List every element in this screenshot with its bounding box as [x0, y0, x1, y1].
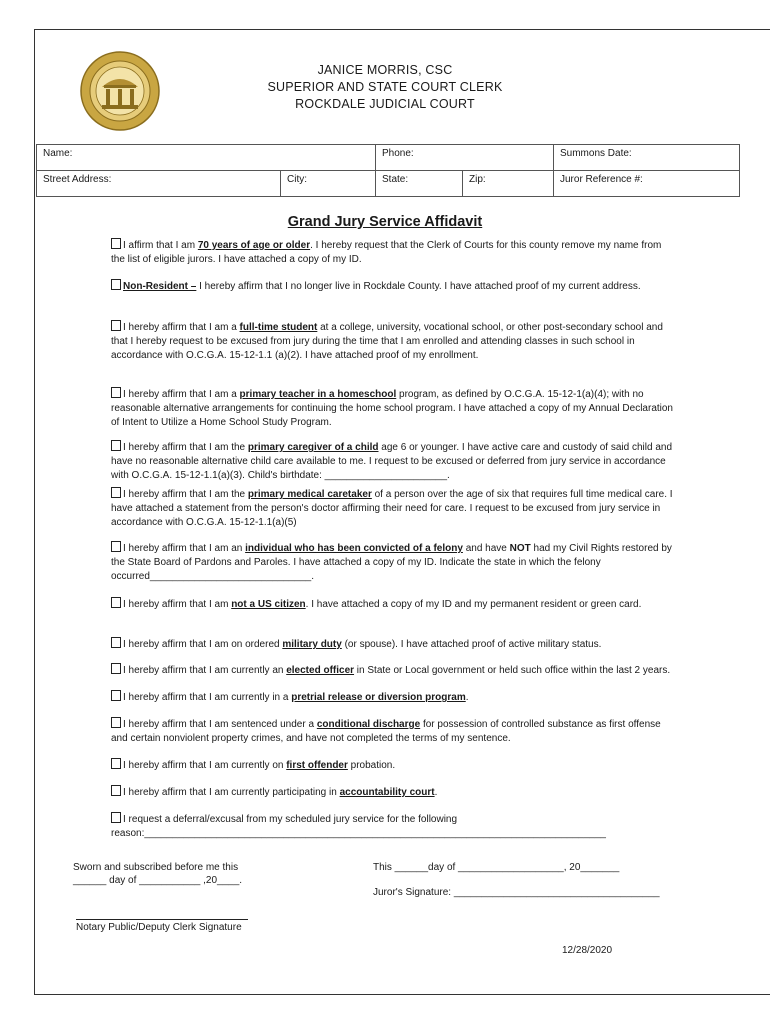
zip-field[interactable]	[463, 171, 554, 197]
affidavit-option-conditional-discharge	[111, 717, 678, 746]
option-keyword: primary medical caretaker	[247, 489, 372, 500]
notary-signature-label: Notary Public/Deputy Clerk Signature	[76, 922, 242, 933]
option-keyword: not a US citizen	[231, 599, 306, 610]
juror-reference-field[interactable]	[554, 171, 740, 197]
affidavit-option-elected-officer	[111, 663, 678, 678]
clerk-name: JANICE MORRIS, CSC	[317, 63, 453, 77]
court-name: ROCKDALE JUDICIAL COURT	[295, 97, 475, 111]
option-text: . I have attached a copy of my ID and my permanent resident or green card.	[305, 599, 642, 610]
non-resident-checkbox[interactable]	[111, 279, 121, 290]
juror-info-table	[36, 144, 740, 197]
conditional-discharge-checkbox[interactable]	[111, 717, 121, 728]
option-text: I hereby affirm that I am a	[123, 322, 240, 333]
option-text: I hereby affirm that I am the	[123, 442, 248, 453]
option-emphasis: NOT	[509, 543, 531, 554]
option-text: I hereby affirm that I am the	[123, 489, 248, 500]
name-field[interactable]	[37, 145, 376, 171]
option-text: I hereby affirm that I am on ordered	[123, 639, 283, 650]
option-text: and have	[462, 543, 510, 554]
option-text: .	[434, 787, 438, 798]
option-text: had my Civil Rights restored by the State Board of Pardons and Paroles. I have attached a copy of my ID. Indicate the state in which the felony occurred_____________________________.	[111, 543, 672, 582]
option-text: I hereby affirm that I am	[123, 599, 232, 610]
affidavit-option-non-citizen	[111, 597, 678, 612]
option-keyword: individual who has been convicted of a felony	[245, 543, 463, 554]
street-address-field[interactable]	[37, 171, 281, 197]
clerk-title: SUPERIOR AND STATE COURT CLERK	[267, 80, 503, 94]
student-checkbox[interactable]	[111, 320, 121, 331]
option-keyword: primary caregiver of a child	[247, 442, 379, 453]
pretrial-checkbox[interactable]	[111, 690, 121, 701]
street-address-label: Street Address:	[43, 174, 112, 185]
option-keyword: elected officer	[286, 665, 355, 676]
option-text: for possession of controlled substance as first offense and certain nonviolent property crimes, and have not completed the terms of my sentence.	[111, 719, 661, 744]
option-keyword: military duty	[282, 639, 342, 650]
option-keyword: 70 years of age or older	[197, 240, 311, 251]
juror-date-line[interactable]: This ______day of ___________________, 20_______	[373, 862, 620, 873]
option-text: I hereby affirm that I am a	[123, 389, 240, 400]
sworn-statement: Sworn and subscribed before me this	[73, 862, 239, 873]
age-checkbox[interactable]	[111, 238, 121, 249]
felony-checkbox[interactable]	[111, 541, 121, 552]
option-text: I hereby affirm that I am an	[123, 543, 246, 554]
affidavit-option-pretrial	[111, 690, 678, 705]
summons-date-label: Summons Date:	[560, 148, 632, 159]
state-label: State:	[382, 174, 409, 185]
option-text: I hereby affirm that I am currently an	[123, 665, 287, 676]
option-text: I hereby affirm that I am currently participating in	[123, 787, 340, 798]
option-text: .	[465, 692, 469, 703]
phone-label: Phone:	[382, 148, 414, 159]
affidavit-option-military	[111, 637, 678, 652]
zip-label: Zip:	[469, 174, 486, 185]
form-revision-date: 12/28/2020	[562, 945, 613, 956]
affidavit-option-homeschool	[111, 387, 678, 430]
first-offender-checkbox[interactable]	[111, 758, 121, 769]
option-text: I hereby affirm that I am currently in a	[123, 692, 292, 703]
military-checkbox[interactable]	[111, 637, 121, 648]
option-text: I hereby affirm that I no longer live in Rockdale County. I have attached proof of my current address.	[196, 281, 641, 292]
affidavit-option-accountability-court	[111, 785, 678, 800]
form-title: Grand Jury Service Affidavit	[287, 214, 483, 230]
affidavit-option-caregiver	[111, 440, 678, 483]
option-text: (or spouse). I have attached proof of active military status.	[341, 639, 602, 650]
option-text: at a college, university, vocational school, or other post-secondary school and that I hereby request to be excused from jury during the time that I am enrolled and attending classes in such school in accordance with O.C.G.A. 15-12-1.1 (a)(2). I have attached proof of my enrollment.	[111, 322, 663, 361]
affidavit-option-student	[111, 320, 678, 363]
option-text: program, as defined by O.C.G.A. 15-12-1(a)(4); with no reasonable alternative arrangements for continuing the home school program. I have attached a copy of my Annual Declaration of Intent to Utilize a Home School Study Program.	[111, 389, 673, 428]
name-label: Name:	[43, 148, 73, 159]
city-field[interactable]	[281, 171, 376, 197]
state-field[interactable]	[376, 171, 463, 197]
option-keyword: conditional discharge	[316, 719, 421, 730]
option-text: I request a deferral/excusal from my scheduled jury service for the following reason:___________________________________________________________________________________	[111, 814, 606, 839]
sworn-date-line[interactable]: ______ day of ___________ ,20____.	[73, 875, 243, 886]
option-text: of a person over the age of six that requires full time medical care. I have attached a statement from the person's doctor affirming their need for care. I request to be excused from jury service in accordance with O.C.G.A. 15-12-1.1(a)(5)	[111, 489, 673, 528]
affidavit-option-age	[111, 238, 678, 267]
notary-signature-line[interactable]	[76, 919, 248, 920]
affidavit-option-first-offender	[111, 758, 678, 773]
option-text: . I hereby request that the Clerk of Courts for this county remove my name from the list of eligible jurors. I have attached a copy of my ID.	[111, 240, 662, 265]
summons-date-field[interactable]	[554, 145, 740, 171]
option-keyword: first offender	[286, 760, 348, 771]
option-keyword: primary teacher in a homeschool	[239, 389, 397, 400]
non-citizen-checkbox[interactable]	[111, 597, 121, 608]
option-keyword: accountability court	[339, 787, 435, 798]
option-text: I hereby affirm that I am sentenced under a	[123, 719, 317, 730]
option-keyword: full-time student	[239, 322, 318, 333]
option-text: probation.	[347, 760, 396, 771]
option-text: I affirm that I am	[123, 240, 198, 251]
deferral-checkbox[interactable]	[111, 812, 121, 823]
elected-officer-checkbox[interactable]	[111, 663, 121, 674]
phone-field[interactable]	[376, 145, 554, 171]
option-keyword: pretrial release or diversion program	[291, 692, 466, 703]
affidavit-option-medical-caretaker	[111, 487, 678, 530]
option-text: in State or Local government or held such office within the last 2 years.	[354, 665, 671, 676]
option-text: I hereby affirm that I am currently on	[123, 760, 287, 771]
option-keyword: Non-Resident –	[123, 281, 197, 292]
option-text: age 6 or younger. I have active care and custody of said child and have no reasonable alternative child care available to me. I request to be excused or deferred from jury service in accordance with O.C.G.A. 15-12-1.1(a)(3). Child's birthdate: ______________________.	[111, 442, 673, 481]
city-label: City:	[287, 174, 307, 185]
juror-reference-label: Juror Reference #:	[560, 174, 643, 185]
caregiver-checkbox[interactable]	[111, 440, 121, 451]
affidavit-option-non-resident	[111, 279, 678, 294]
juror-signature-line[interactable]: Juror's Signature: _____________________________________	[373, 887, 660, 898]
affidavit-option-deferral	[111, 812, 631, 841]
medical-caretaker-checkbox[interactable]	[111, 487, 121, 498]
accountability-court-checkbox[interactable]	[111, 785, 121, 796]
affidavit-option-felony	[111, 541, 678, 584]
homeschool-checkbox[interactable]	[111, 387, 121, 398]
